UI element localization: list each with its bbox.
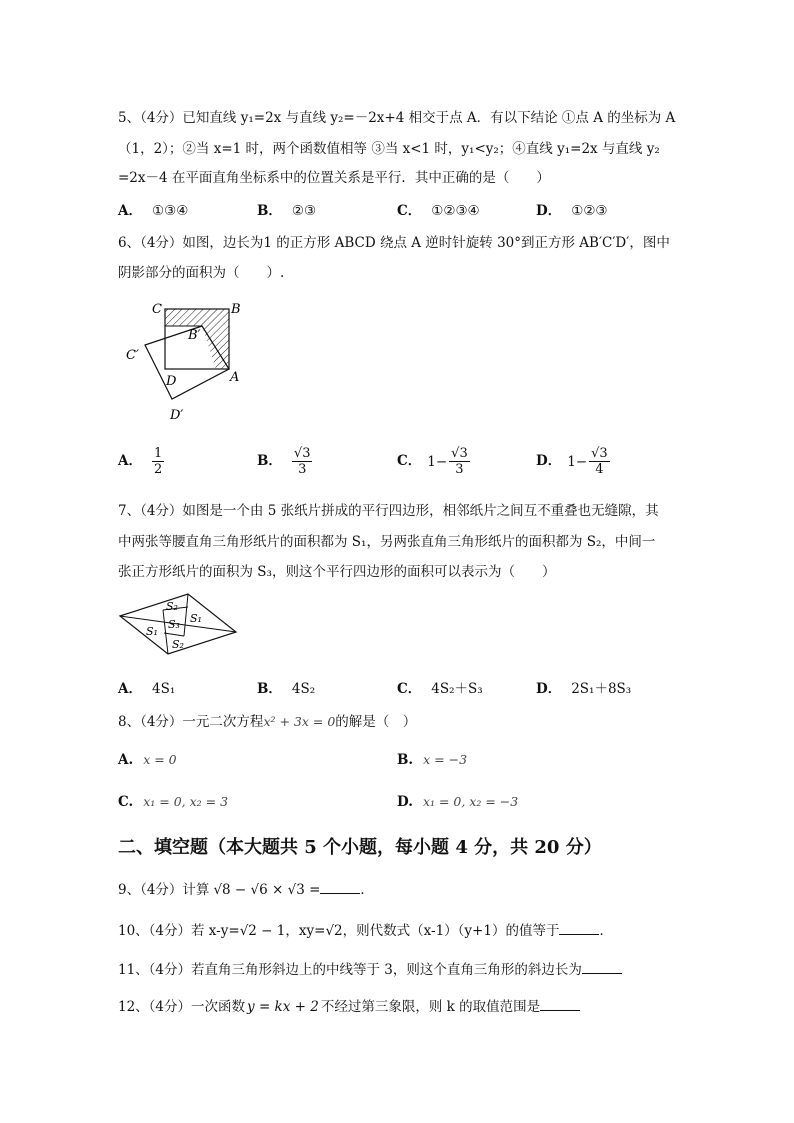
q8-option-a: A. x = 0 bbox=[118, 752, 177, 768]
q5-line1: 5、（4分）已知直线 y₁=2x 与直线 y₂=－2x+4 相交于点 A．有以下结论 ①点 A 的坐标为 A bbox=[118, 110, 676, 126]
label-c-prime: C′ bbox=[126, 348, 139, 363]
q10-expr2: √2 bbox=[325, 923, 343, 939]
q11-line: 11、（4分）若直角三角形斜边上的中线等于 3，则这个直角三角形的斜边长为 bbox=[118, 958, 622, 978]
q5-line2: （1，2）；②当 x=1 时，两个函数值相等 ③当 x<1 时，y₁<y₂；④直线 y₁=2x 与直线 y₂ bbox=[118, 141, 660, 157]
q6-option-b: B． $\frac{√3}{3}$ bbox=[257, 446, 311, 477]
q5-option-b: B． ②③ bbox=[257, 203, 317, 219]
q5-option-a: A． ①③④ bbox=[118, 203, 189, 219]
q7-line2: 中两张等腰直角三角形纸片的面积都为 S₁，另两张直角三角形纸片的面积都为 S₂，中间一 bbox=[118, 534, 656, 550]
q10-answer-blank bbox=[559, 934, 599, 935]
label-a: A bbox=[230, 370, 240, 385]
q7-option-a: A． 4S₁ bbox=[118, 681, 176, 697]
q8-equation: x² + 3x = 0 bbox=[263, 714, 336, 729]
label-b: B bbox=[231, 302, 241, 317]
q8-option-b: B. x = −3 bbox=[397, 752, 468, 768]
q9-line: 9、（4分）计算 √8 − √6 × √3 = ． bbox=[118, 882, 374, 898]
q7-line3: 张正方形纸片的面积为 S₃，则这个平行四边形的面积可以表示为（ ） bbox=[118, 564, 556, 580]
section-2-heading: 二、填空题（本大题共 5 个小题，每小题 4 分，共 20 分） bbox=[118, 837, 602, 858]
label-b-prime: B′ bbox=[188, 328, 201, 343]
q5-option-d: D． ①②③ bbox=[536, 203, 608, 219]
q7-option-b: B． 4S₂ bbox=[257, 681, 316, 697]
q6-option-a: A． $\frac{1}{2}$ bbox=[118, 446, 163, 477]
q6-option-c: C． 1− $\frac{√3}{3}$ bbox=[397, 446, 468, 477]
q6-figure bbox=[118, 295, 258, 430]
q5-option-c: C． ①②③④ bbox=[397, 203, 480, 219]
q6-line1: 6、（4分）如图，边长为1 的正方形 ABCD 绕点 A 逆时针旋转 30°到正方形 AB′C′D′，图中 bbox=[118, 235, 670, 251]
q6-line2: 阴影部分的面积为（ ）. bbox=[118, 265, 285, 281]
label-d-prime: D′ bbox=[170, 408, 184, 423]
label-s2-bottom: S₂ bbox=[172, 638, 184, 651]
q12-expression: y = kx + 2 bbox=[247, 999, 319, 1015]
q8-option-c: C. x₁ = 0, x₂ = 3 bbox=[118, 794, 229, 810]
label-s3: S₃ bbox=[168, 618, 180, 631]
q11-answer-blank bbox=[582, 973, 622, 974]
label-d: D bbox=[166, 374, 177, 389]
q5-line3: =2x－4 在平面直角坐标系中的位置关系是平行．其中正确的是（ ） bbox=[118, 170, 550, 186]
q7-line1: 7、（4分）如图是一个由 5 张纸片拼成的平行四边形，相邻纸片之间互不重叠也无缝隙，其 bbox=[118, 503, 659, 519]
q7-option-d: D． 2S₁＋8S₃ bbox=[536, 681, 632, 697]
label-s1-right: S₁ bbox=[190, 612, 202, 625]
label-c: C bbox=[152, 302, 162, 317]
q10-expr1: √2 − 1 bbox=[239, 923, 286, 939]
q9-answer-blank bbox=[320, 893, 360, 894]
q12-line: 12、（4分）一次函数 y = kx + 2 不经过第三象限，则 k 的取值范围是 bbox=[118, 995, 580, 1015]
q8-line: 8、（4分）一元二次方程x² + 3x = 0的解是（ ） bbox=[118, 714, 417, 730]
q7-figure bbox=[118, 588, 242, 660]
q8-option-d: D. x₁ = 0, x₂ = −3 bbox=[397, 794, 519, 810]
label-s1-left: S₁ bbox=[146, 625, 158, 638]
q7-option-c: C． 4S₂＋S₃ bbox=[397, 681, 483, 697]
label-s2-top: S₂ bbox=[166, 600, 178, 613]
q12-answer-blank bbox=[540, 1010, 580, 1011]
q6-option-d: D． 1− $\frac{√3}{4}$ bbox=[536, 446, 608, 477]
q9-expression: √8 − √6 × √3 = bbox=[213, 882, 321, 898]
q10-line: 10、（4分）若 x-y=√2 − 1，xy=√2，则代数式（x-1）（y+1）的值等于 ． bbox=[118, 923, 613, 939]
